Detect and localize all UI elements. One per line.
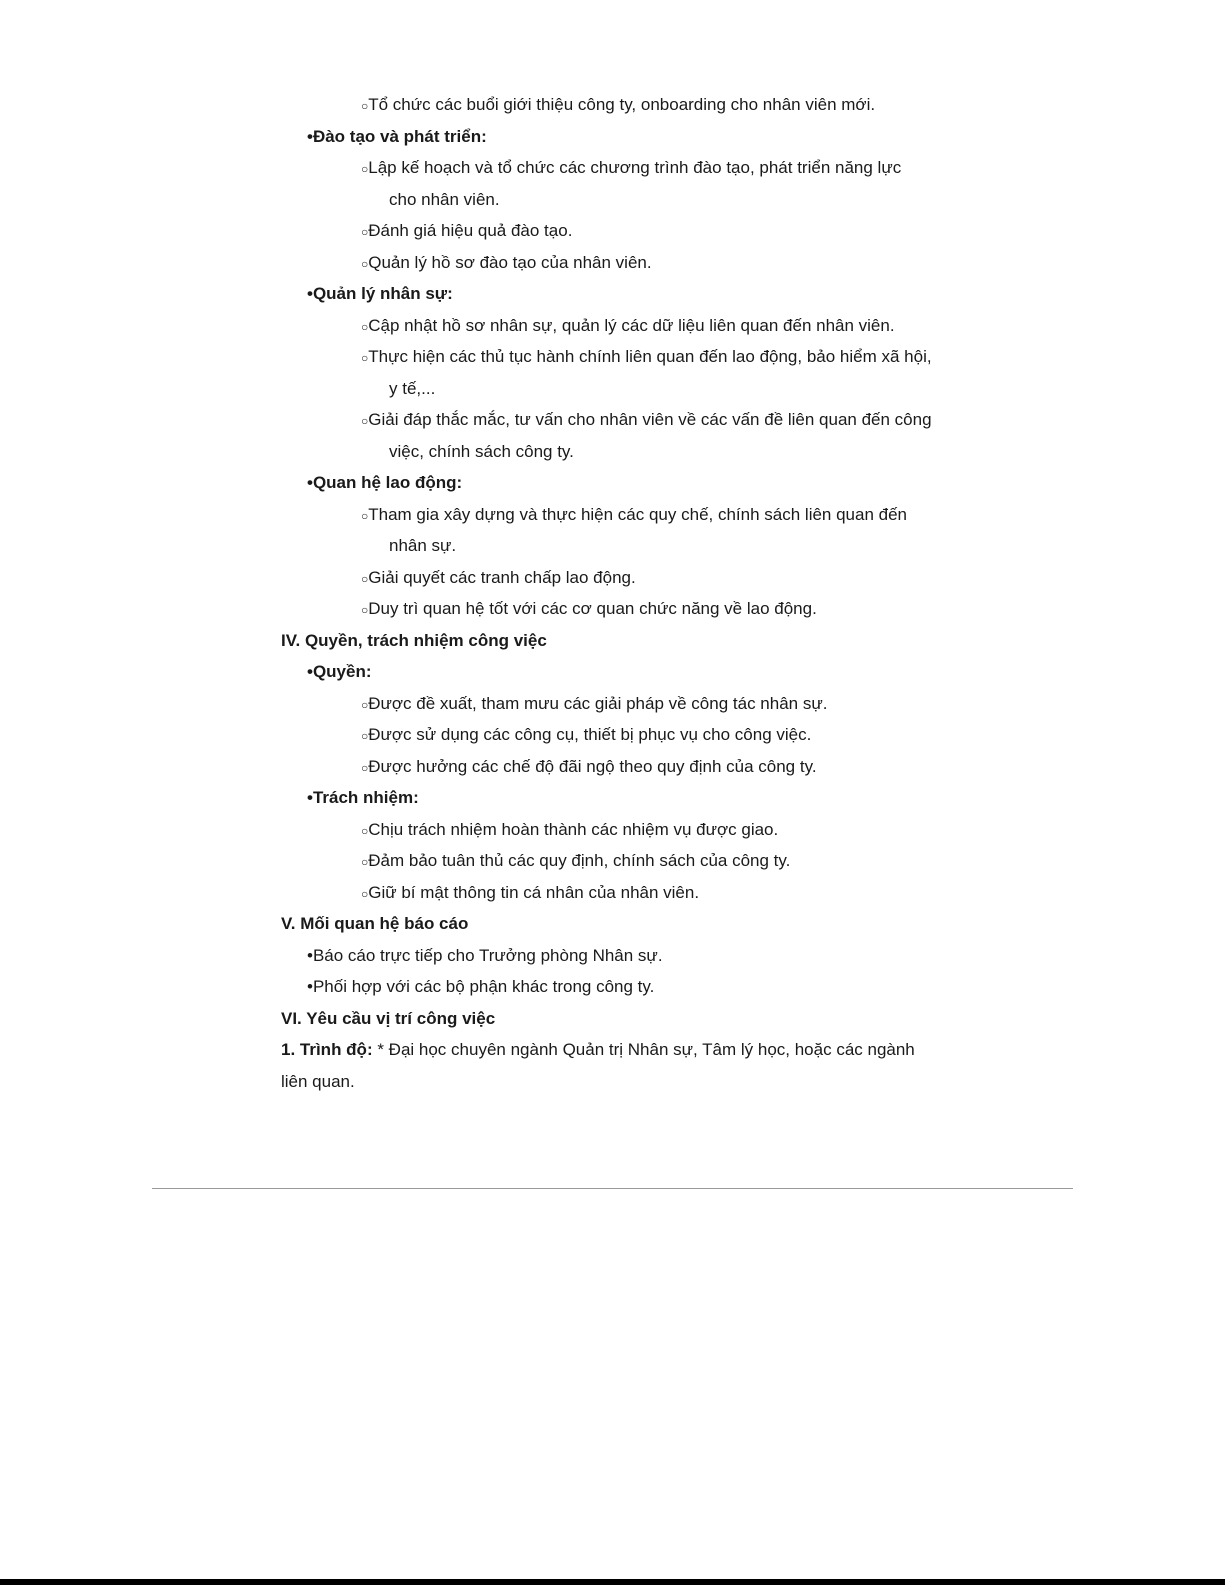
bullet-text: Đào tạo và phát triển: <box>312 126 487 146</box>
hollow-bullet-icon: ○ <box>361 99 369 113</box>
sub-bullet-text: Tổ chức các buổi giới thiệu công ty, onboarding cho nhân viên mới. <box>368 95 876 114</box>
sub-bullet-text: Lập kế hoạch và tổ chức các chương trình đào tạo, phát triển năng lực <box>368 158 902 177</box>
bullet-dot-icon: • <box>307 473 313 492</box>
bullet-item <box>307 946 663 966</box>
sub-bullet-text: Quản lý hồ sơ đào tạo của nhân viên. <box>368 252 652 272</box>
sub-bullet-text: Được sử dụng các công cụ, thiết bị phục vụ cho công việc. <box>368 725 812 744</box>
sub-bullet-text: Được đề xuất, tham mưu các giải pháp về công tác nhân sự. <box>368 693 828 713</box>
sub-bullet-item <box>361 851 790 872</box>
bullet-dot-icon: • <box>307 662 313 681</box>
requirement-line <box>281 1040 915 1060</box>
bullet-heading <box>307 788 419 808</box>
sub-bullet-text: Được hưởng các chế độ đãi ngộ theo quy định của công ty. <box>368 756 817 776</box>
requirement-text: * Đại học chuyên ngành Quản trị Nhân sự, Tâm lý học, hoặc các ngành <box>372 1040 915 1059</box>
sub-bullet-text: Giải đáp thắc mắc, tư vấn cho nhân viên về các vấn đề liên quan đến công <box>368 410 932 429</box>
bullet-dot-icon: • <box>307 126 313 146</box>
bullet-heading <box>307 284 453 304</box>
hollow-bullet-icon: ○ <box>361 256 369 271</box>
page-bottom-edge <box>0 1579 1225 1585</box>
sub-bullet-item <box>361 694 827 715</box>
bullet-dot-icon: • <box>307 788 313 807</box>
sub-bullet-item <box>361 253 652 274</box>
bullet-text: Quyền: <box>312 662 372 681</box>
hollow-bullet-icon: ○ <box>361 823 369 838</box>
sub-bullet-item <box>361 158 901 179</box>
bullet-dot-icon: • <box>307 284 313 303</box>
sub-bullet-item <box>361 599 817 620</box>
hollow-bullet-icon: ○ <box>361 729 369 743</box>
bullet-text: Báo cáo trực tiếp cho Trưởng phòng Nhân sự. <box>312 945 663 965</box>
sub-bullet-text: Tham gia xây dựng và thực hiện các quy chế, chính sách liên quan đến <box>368 504 908 524</box>
bullet-heading <box>307 473 462 493</box>
hollow-bullet-icon: ○ <box>361 697 369 712</box>
bullet-text: Quản lý nhân sự: <box>312 284 453 303</box>
bullet-dot-icon: • <box>307 945 313 965</box>
paragraph-text: liên quan. <box>281 1071 355 1091</box>
hollow-bullet-icon: ○ <box>361 351 369 365</box>
bullet-text: Phối hợp với các bộ phận khác trong công ty. <box>312 977 655 996</box>
page-divider <box>152 1188 1073 1189</box>
sub-bullet-text: Giải quyết các tranh chấp lao động. <box>368 567 636 587</box>
sub-bullet-text: Giữ bí mật thông tin cá nhân của nhân viên. <box>368 882 700 902</box>
hollow-bullet-icon: ○ <box>361 855 369 869</box>
continuation-text: việc, chính sách công ty. <box>389 441 574 461</box>
hollow-bullet-icon: ○ <box>361 603 369 617</box>
section-heading: IV. Quyền, trách nhiệm công việc <box>281 630 547 650</box>
sub-bullet-item <box>361 505 907 526</box>
bullet-heading <box>307 127 487 147</box>
bullet-dot-icon: • <box>307 977 313 996</box>
sub-bullet-text: Cập nhật hồ sơ nhân sự, quản lý các dữ liệu liên quan đến nhân viên. <box>368 315 895 335</box>
hollow-bullet-icon: ○ <box>361 225 369 239</box>
sub-bullet-item <box>361 757 817 778</box>
sub-bullet-text: Đảm bảo tuân thủ các quy định, chính sách của công ty. <box>368 851 791 870</box>
sub-bullet-item <box>361 568 636 589</box>
section-heading: VI. Yêu cầu vị trí công việc <box>281 1008 496 1028</box>
sub-bullet-text: Duy trì quan hệ tốt với các cơ quan chức năng về lao động. <box>368 599 817 618</box>
hollow-bullet-icon: ○ <box>361 319 369 334</box>
sub-bullet-item <box>361 410 932 431</box>
continuation-text: y tế,... <box>389 378 436 398</box>
sub-bullet-item <box>361 883 699 904</box>
sub-bullet-text: Chịu trách nhiệm hoàn thành các nhiệm vụ được giao. <box>368 819 779 839</box>
bullet-item <box>307 977 654 997</box>
sub-bullet-item <box>361 316 895 337</box>
bullet-text: Trách nhiệm: <box>312 788 419 807</box>
requirement-label: 1. Trình độ: <box>281 1040 373 1059</box>
sub-bullet-text: Đánh giá hiệu quả đào tạo. <box>368 221 573 240</box>
hollow-bullet-icon: ○ <box>361 760 369 775</box>
sub-bullet-item <box>361 820 778 841</box>
hollow-bullet-icon: ○ <box>361 886 369 901</box>
sub-bullet-item <box>361 221 572 242</box>
sub-bullet-text: Thực hiện các thủ tục hành chính liên quan đến lao động, bảo hiểm xã hội, <box>368 347 932 366</box>
bullet-heading <box>307 662 372 682</box>
sub-bullet-item <box>361 725 811 746</box>
sub-bullet-item <box>361 95 875 116</box>
bullet-text: Quan hệ lao động: <box>312 473 463 492</box>
continuation-text: nhân sự. <box>389 536 457 555</box>
hollow-bullet-icon: ○ <box>361 162 369 176</box>
section-heading: V. Mối quan hệ báo cáo <box>281 914 469 933</box>
hollow-bullet-icon: ○ <box>361 508 369 523</box>
hollow-bullet-icon: ○ <box>361 571 369 586</box>
continuation-text: cho nhân viên. <box>389 189 500 209</box>
sub-bullet-item <box>361 347 932 368</box>
hollow-bullet-icon: ○ <box>361 414 369 428</box>
